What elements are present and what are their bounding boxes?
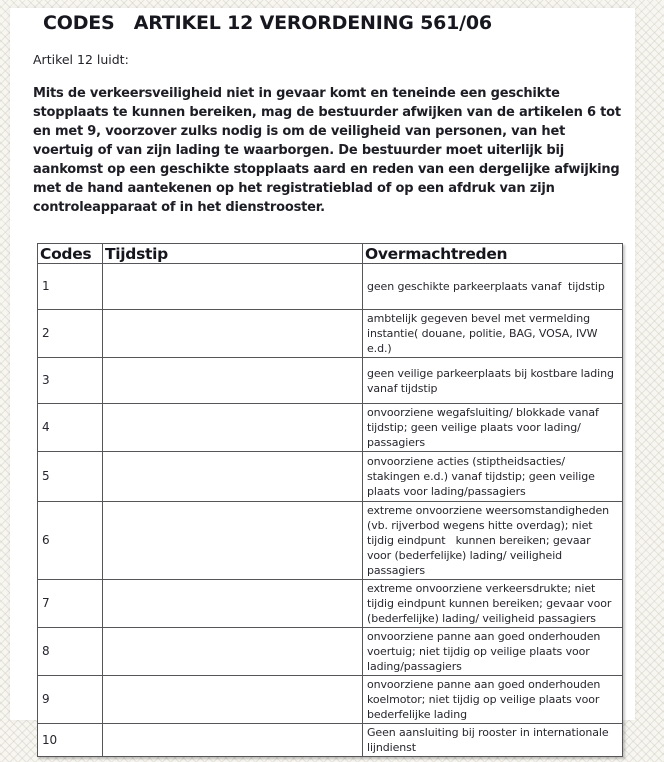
column-header: Tijdstip <box>103 244 363 264</box>
table-row <box>38 676 623 724</box>
table-row <box>38 264 623 310</box>
codes-table-head <box>38 244 623 264</box>
codes-table-body <box>38 264 623 757</box>
column-header: Overmachtreden <box>363 244 623 264</box>
code-cell: 2 <box>38 310 103 358</box>
code-cell: 1 <box>38 264 103 310</box>
overmachtreden-cell: geen geschikte parkeerplaats vanaf tijdstip <box>363 264 623 310</box>
codes-table <box>37 243 623 757</box>
code-cell: 5 <box>38 452 103 502</box>
column-header: Codes <box>38 244 103 264</box>
code-cell: 10 <box>38 724 103 757</box>
overmachtreden-cell: extreme onvoorziene verkeersdrukte; niet tijdig eindpunt kunnen bereiken; gevaar voor (bederfelijke) lading/ veiligheid passagiers <box>363 580 623 628</box>
overmachtreden-cell: geen veilige parkeerplaats bij kostbare lading vanaf tijdstip <box>363 358 623 404</box>
code-cell: 3 <box>38 358 103 404</box>
table-row <box>38 404 623 452</box>
overmachtreden-cell: extreme onvoorziene weersomstandigheden (vb. rijverbod wegens hitte overdag); niet tijdig eindpunt kunnen bereiken; gevaar voor (bederfelijke) lading/ veiligheid passagiers <box>363 502 623 580</box>
tijdstip-cell <box>103 628 363 676</box>
table-row <box>38 580 623 628</box>
article-intro-line: Artikel 12 luidt: <box>33 52 129 67</box>
tijdstip-cell <box>103 404 363 452</box>
overmachtreden-cell: onvoorziene wegafsluiting/ blokkade vanaf tijdstip; geen veilige plaats voor lading/ passagiers <box>363 404 623 452</box>
overmachtreden-cell: onvoorziene acties (stiptheidsacties/ stakingen e.d.) vanaf tijdstip; geen veilige plaats voor lading/passagiers <box>363 452 623 502</box>
code-cell: 8 <box>38 628 103 676</box>
overmachtreden-cell: onvoorziene panne aan goed onderhouden koelmotor; niet tijdig op veilige plaats voor bederfelijke lading <box>363 676 623 724</box>
table-row <box>38 502 623 580</box>
table-row <box>38 310 623 358</box>
tijdstip-cell <box>103 358 363 404</box>
table-header-row <box>38 244 623 264</box>
table-row <box>38 724 623 757</box>
tijdstip-cell <box>103 502 363 580</box>
tijdstip-cell <box>103 452 363 502</box>
code-cell: 4 <box>38 404 103 452</box>
table-row <box>38 358 623 404</box>
article-12-paragraph: Mits de verkeersveiligheid niet in gevaar komt en teneinde een geschikte stopplaats te kunnen bereiken, mag de bestuurder afwijken van de artikelen 6 tot en met 9, voorzover zulks nodig is om de veiligheid van personen, van het voertuig of van zijn lading te waarborgen. De bestuurder moet uiterlijk bij aankomst op een geschikte stopplaats aard en reden van een dergelijke afwijking met de hand aantekenen op het registratieblad of op een afdruk van zijn controleapparaat of in het dienstrooster. <box>33 86 621 215</box>
overmachtreden-cell: Geen aansluiting bij rooster in internationale lijndienst <box>363 724 623 757</box>
code-cell: 9 <box>38 676 103 724</box>
document-page <box>10 8 635 754</box>
overmachtreden-cell: onvoorziene panne aan goed onderhouden voertuig; niet tijdig op veilige plaats voor lading/passagiers <box>363 628 623 676</box>
table-row <box>38 628 623 676</box>
tijdstip-cell <box>103 580 363 628</box>
code-cell: 7 <box>38 580 103 628</box>
tijdstip-cell <box>103 264 363 310</box>
page-title: CODES ARTIKEL 12 VERORDENING 561/06 <box>43 12 492 34</box>
overmachtreden-cell: ambtelijk gegeven bevel met vermelding instantie( douane, politie, BAG, VOSA, IVW e.d.) <box>363 310 623 358</box>
code-cell: 6 <box>38 502 103 580</box>
tijdstip-cell <box>103 310 363 358</box>
tijdstip-cell <box>103 724 363 757</box>
tijdstip-cell <box>103 676 363 724</box>
table-row <box>38 452 623 502</box>
